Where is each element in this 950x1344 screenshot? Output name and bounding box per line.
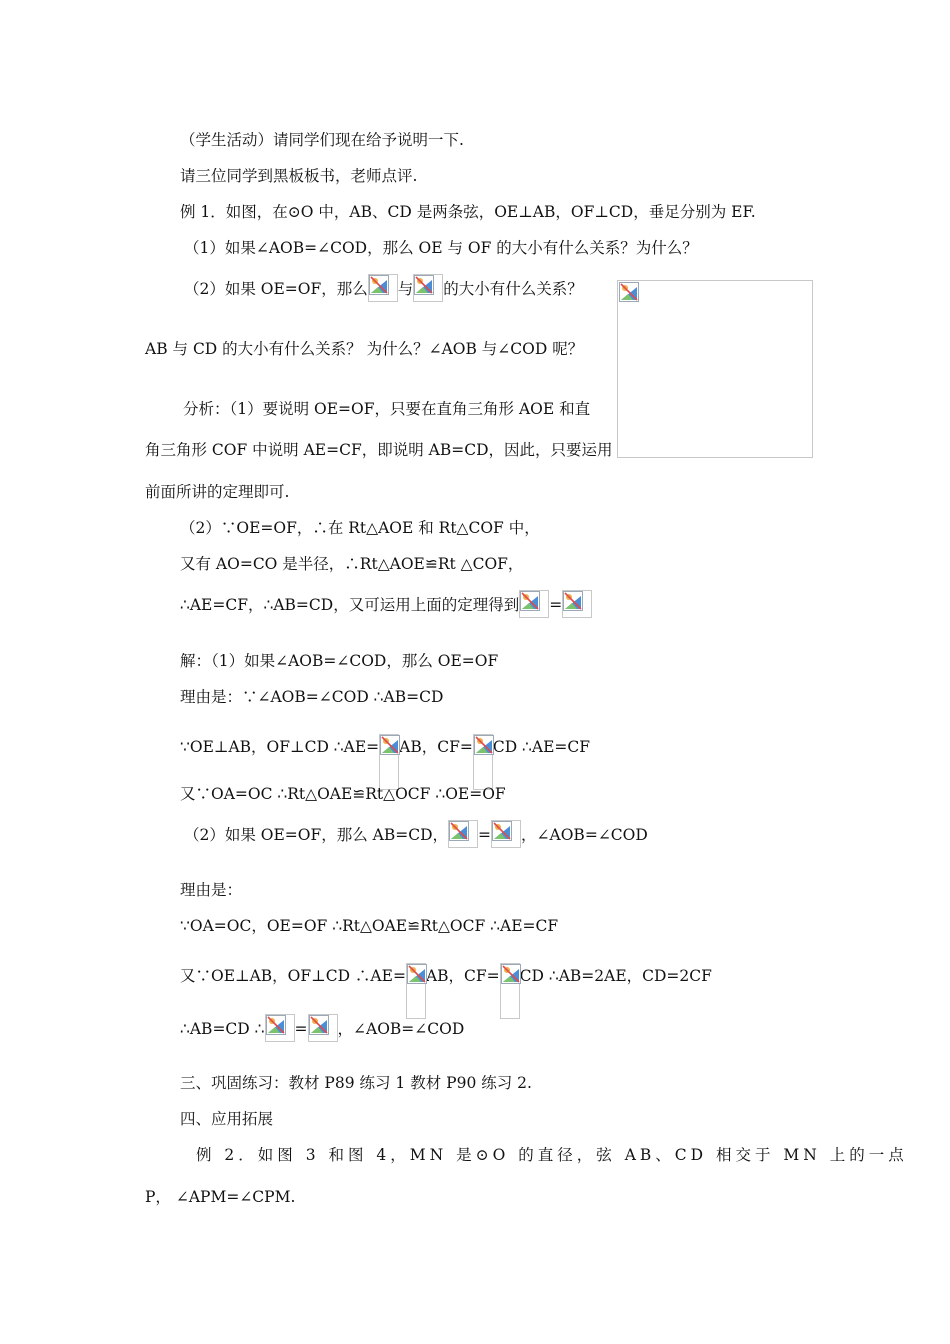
analysis-line: 前面所讲的定理即可. [145, 483, 290, 501]
figure-image [617, 280, 813, 458]
line-text: ∴AB=CD ∴ [180, 1020, 265, 1038]
line-text: ∴AE=CF，∴AB=CD，又可运用上面的定理得到 [180, 596, 520, 614]
line-text: ，∠AOB=∠COD [521, 826, 648, 844]
broken-image-icon [380, 735, 400, 755]
reason-line [180, 734, 590, 790]
question2-cont-line: AB 与 CD 的大小有什么关系？ 为什么？∠AOB 与∠COD 呢？ [145, 340, 584, 358]
analysis2-line: 又有 AO=CO 是半径，∴Rt△AOE≌Rt △COF， [180, 555, 524, 573]
practice-line: 三、巩固练习：教材 P89 练习 1 教材 P90 练习 2. [180, 1074, 532, 1092]
question2-text-b: 与 [397, 280, 414, 298]
reason-line: 又∵OA=OC ∴Rt△OAE≌Rt△OCF ∴OE=OF [180, 785, 506, 803]
fraction-image [473, 734, 493, 790]
line-text: AB，CF= [425, 967, 500, 985]
activity-line: （学生活动）请同学们现在给予说明一下. [180, 131, 464, 149]
fraction-image [379, 734, 399, 790]
solution-line: 解：（1）如果∠AOB=∠COD，那么 OE=OF [180, 652, 499, 670]
line-text: CD ∴AB=2AE，CD=2CF [519, 967, 712, 985]
broken-image-icon [407, 964, 427, 984]
fraction-image [500, 963, 520, 1019]
reason-label: 理由是： [180, 881, 243, 899]
example2-cont-line: P， ∠APM=∠CPM. [145, 1188, 296, 1206]
line-text: 又∵OE⊥AB，OF⊥CD ∴AE= [180, 967, 406, 985]
formula-image [562, 590, 592, 618]
analysis2-line: （2）∵OE=OF，∴在 Rt△AOE 和 Rt△COF 中， [180, 519, 540, 537]
broken-image-icon [474, 735, 494, 755]
question1-line: （1）如果∠AOB=∠COD，那么 OE 与 OF 的大小有什么关系？为什么？ [184, 239, 698, 257]
analysis-line: 角三角形 COF 中说明 AE=CF，即说明 AB=CD，因此，只要运用 [145, 441, 613, 459]
broken-image-icon [414, 275, 434, 295]
question2-text-a: （2）如果 OE=OF，那么 [184, 280, 368, 298]
broken-image-icon [266, 1015, 286, 1035]
equals-sign: = [294, 1020, 308, 1038]
reason-line [180, 963, 712, 1019]
reason-line [180, 1014, 464, 1042]
example1-line: 例 1．如图，在⊙O 中，AB、CD 是两条弦，OE⊥AB，OF⊥CD，垂足分别为 EF. [180, 203, 756, 221]
formula-image [368, 274, 398, 302]
broken-image-icon [501, 964, 521, 984]
reason-line: ∵OA=OC，OE=OF ∴Rt△OAE≌Rt△OCF ∴AE=CF [180, 917, 559, 935]
reason-line: 理由是：∵∠AOB=∠COD ∴AB=CD [180, 688, 444, 706]
question2-text-c: 的大小有什么关系？ [443, 280, 583, 298]
example2-line: 例 2．如图 3 和图 4，MN 是⊙O 的直径，弦 AB、CD 相交于 MN 上的一点 [196, 1146, 908, 1164]
blackboard-line: 请三位同学到黑板板书，老师点评. [180, 167, 418, 185]
equals-sign: = [549, 596, 563, 614]
formula-image [491, 820, 521, 848]
line-text: CD ∴AE=CF [492, 738, 591, 756]
analysis-line: 分析：（1）要说明 OE=OF，只要在直角三角形 AOE 和直 [183, 400, 591, 418]
solution2-line [184, 820, 648, 848]
formula-image [519, 590, 549, 618]
broken-image-icon [449, 821, 469, 841]
fraction-image [406, 963, 426, 1019]
broken-image-icon [563, 591, 583, 611]
formula-image [308, 1014, 338, 1042]
broken-image-icon [492, 821, 512, 841]
broken-image-icon [520, 591, 540, 611]
formula-image [448, 820, 478, 848]
question2-line [184, 274, 583, 302]
analysis2-line [180, 590, 592, 618]
formula-image [413, 274, 443, 302]
broken-image-icon [369, 275, 389, 295]
broken-image-icon [619, 282, 639, 302]
line-text: （2）如果 OE=OF，那么 AB=CD， [184, 826, 449, 844]
section-heading: 四、应用拓展 [180, 1110, 274, 1128]
line-text: ∵OE⊥AB，OF⊥CD ∴AE= [180, 738, 380, 756]
equals-sign: = [478, 826, 492, 844]
broken-image-icon [309, 1015, 329, 1035]
line-text: ，∠AOB=∠COD [337, 1020, 465, 1038]
formula-image [265, 1014, 295, 1042]
line-text: AB，CF= [399, 738, 473, 756]
